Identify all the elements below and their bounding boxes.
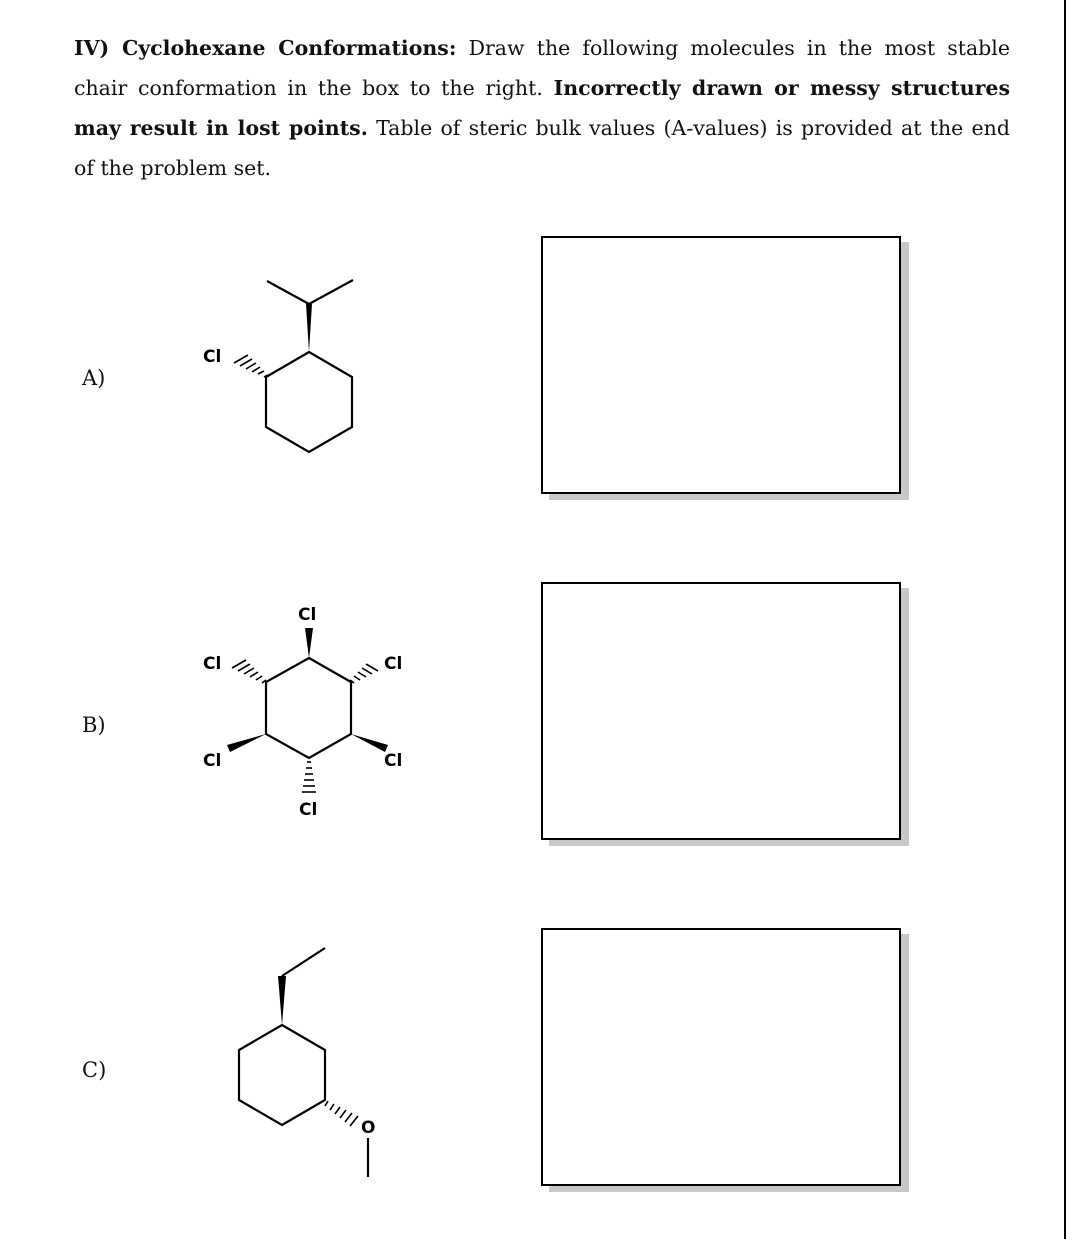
section-title: IV) Cyclohexane Conformations: (74, 36, 457, 60)
wedge-bond-cl-lower-left (227, 734, 266, 752)
molecule-c (239, 948, 375, 1177)
cyclohexane-ring-a (266, 352, 352, 452)
cyclohexane-ring-c (239, 1025, 325, 1125)
hash-bond-cl-upper-left (232, 660, 266, 683)
note-sentence: Table of steric bulk values (A-values) is provided at the end of the problem set. (74, 116, 1010, 180)
isopropyl-methyl-right (309, 280, 353, 304)
cyclohexane-ring-b (266, 658, 351, 758)
wedge-bond-isopropyl (306, 304, 312, 352)
atom-cl-lower-left: Cl (203, 751, 222, 771)
atom-cl-lower-right: Cl (384, 751, 403, 771)
atom-cl-upper-right: Cl (384, 654, 403, 674)
atom-cl-top: Cl (298, 605, 317, 625)
instruction-sentence: Draw the following molecules in the most stable chair conformation in the box to the right. (74, 36, 1010, 100)
hash-bond-cl-bottom (302, 762, 316, 792)
warning-sentence: Incorrectly drawn or messy structures may result in lost points. (74, 76, 1010, 140)
hash-bond-cl-upper-right (350, 664, 378, 683)
ethyl-methyl-bond (282, 948, 325, 976)
wedge-bond-ethyl (278, 976, 286, 1025)
wedge-bond-cl-top (305, 628, 313, 658)
hash-bond-methoxy (325, 1101, 358, 1126)
isopropyl-methyl-left (267, 281, 309, 304)
atom-cl-a: Cl (203, 347, 222, 367)
problem-b-label: B) (82, 713, 106, 737)
hash-bond-cl-a (234, 355, 268, 377)
molecule-a (203, 280, 353, 452)
problem-a-label: A) (82, 366, 106, 390)
wedge-bond-cl-lower-right (351, 734, 388, 752)
atom-cl-bottom: Cl (299, 800, 318, 820)
atom-oxygen: O (361, 1118, 376, 1138)
atom-cl-upper-left: Cl (203, 654, 222, 674)
problem-c-label: C) (82, 1058, 107, 1082)
molecule-b (203, 605, 402, 820)
